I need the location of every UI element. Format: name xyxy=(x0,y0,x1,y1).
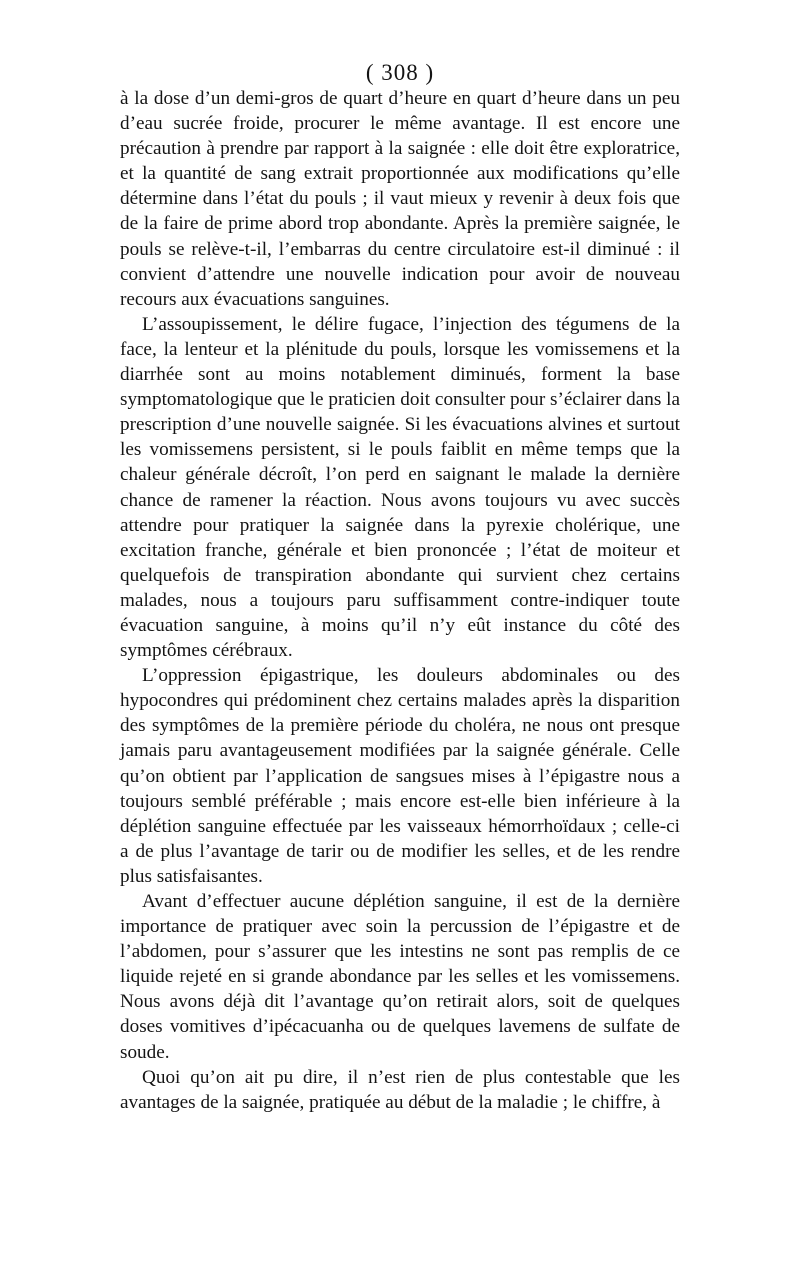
paragraph-continuation: à la dose d’un demi-gros de quart d’heure en quart d’heure dans un peu d’eau sucrée froide, procurer le même avantage. Il est encore une précaution à prendre par rapport à la saignée : elle doit être exploratrice, et la quantité de sang extrait proportionnée aux modifications qu’elle détermine dans l’état du pouls ; il vaut mieux y revenir à deux fois que de la faire de prime abord trop abondante. Après la première saignée, le pouls se relève-t-il, l’embarras du centre circulatoire est-il diminué : il convient d’attendre une nouvelle indication pour avoir de nouveau recours aux évacuations sanguines. xyxy=(120,88,680,310)
paragraph-oppression: L’oppression épigastrique, les douleurs abdominales ou des hypocondres qui prédominent chez certains malades après la disparition des symptômes de la première période du choléra, ne nous ont presque jamais paru avantageusement modifiées par la saignée générale. Celle qu’on obtient par l’application de sangsues mises à l’épigastre nous a toujours semblé préférable ; mais encore est-elle bien inférieure à la déplétion sanguine effectuée par les vaisseaux hémorrhoïdaux ; celle-ci a de plus l’avantage de tarir ou de modifier les selles, et de les rendre plus satisfaisantes. xyxy=(120,665,680,887)
paragraph-depletion: Avant d’effectuer aucune déplétion sanguine, il est de la dernière importance de pratiquer avec soin la percussion de l’épigastre et de l’abdomen, pour s’assurer que les intestins ne sont pas remplis de ce liquide rejeté en si grande abondance par les selles et les vomissemens. Nous avons déjà dit l’avantage qu’on retirait alors, soit de quelques doses vomitives d’ipécacuanha ou de quelques lavemens de sulfate de soude. xyxy=(120,891,680,1063)
paragraph-saignee-debut: Quoi qu’on ait pu dire, il n’est rien de plus contestable que les avantages de la saignée, pratiquée au début de la maladie ; le chiffre, à xyxy=(120,1066,680,1113)
body-text xyxy=(120,86,680,1115)
page-number: ( 308 ) xyxy=(365,60,435,85)
paragraph-assoupissement: L’assoupissement, le délire fugace, l’injection des tégumens de la face, la lenteur et la plénitude du pouls, lorsque les vomissemens et la diarrhée sont au moins notablement diminués, forment la base symptomatologique que le praticien doit consulter pour s’éclairer dans la prescription d’une nouvelle saignée. Si les évacuations alvines et surtout les vomissemens persistent, si le pouls faiblit en même temps que la chaleur générale décroît, l’on perd en saignant le malade la dernière chance de ramener la réaction. Nous avons toujours vu avec succès attendre pour pratiquer la saignée dans la pyrexie cholérique, une excitation franche, générale et bien prononcée ; l’état de moiteur et quelquefois de transpiration abondante qui survient chez certains malades, nous a toujours paru suffisamment contre-indiquer toute évacuation sanguine, à moins qu’il n’y eût instance du côté des symptômes cérébraux. xyxy=(120,313,680,662)
